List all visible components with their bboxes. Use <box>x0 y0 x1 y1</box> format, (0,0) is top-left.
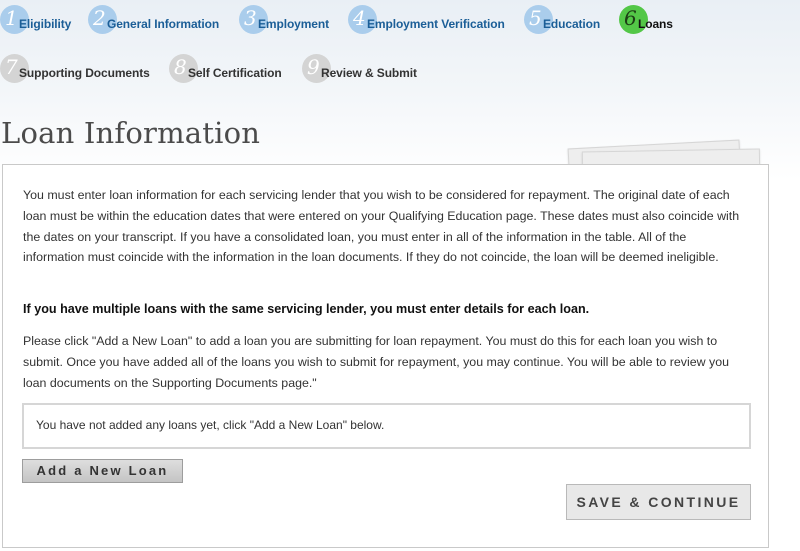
step-number-circle: 1 <box>0 5 29 34</box>
step-label: Eligibility <box>19 17 72 31</box>
empty-loans-message: You have not added any loans yet, click "Add a New Loan" below. <box>36 418 385 432</box>
step-number-circle: 3 <box>239 5 268 34</box>
page-title: Loan Information <box>1 116 261 150</box>
step-number-circle: 8 <box>169 54 198 83</box>
step-label: Supporting Documents <box>19 66 150 80</box>
step-label: Loans <box>638 17 673 31</box>
add-new-loan-button[interactable]: Add a New Loan <box>22 459 183 483</box>
step-number-circle: 6 <box>619 5 648 34</box>
loan-info-panel <box>2 164 769 548</box>
step-label: Review & Submit <box>321 66 417 80</box>
step-number-circle: 2 <box>88 5 117 34</box>
step-label: Employment Verification <box>367 17 505 31</box>
step-label: General Information <box>107 17 220 31</box>
step-label: Employment <box>258 17 330 31</box>
multiple-loans-note: If you have multiple loans with the same servicing lender, you must enter details for each loan. <box>23 302 590 316</box>
instructions-paragraph: Please click "Add a New Loan" to add a loan you are submitting for loan repayment. You must do this for each loan you wish to submit. Once you have added all of the loans you wish to submit for repayment, you may continue. You will be able to review you loan documents on the Supporting Documents page." <box>23 334 729 390</box>
step-number-circle: 5 <box>524 5 553 34</box>
step-label: Education <box>543 17 601 31</box>
progress-steps <box>0 0 800 110</box>
step-number-circle: 4 <box>348 5 377 34</box>
save-continue-button[interactable]: SAVE & CONTINUE <box>566 484 751 520</box>
intro-paragraph: You must enter loan information for each servicing lender that you wish to be considered for repayment. The original date of each loan must be within the education dates that were entered on your Qualifying Education page. These dates must also coincide with the dates on your transcript. If you have a consolidated loan, you must enter in all of the information in the table. All of the information must coincide with the information in the loan documents. If they do not coincide, the loan will be deemed ineligible. <box>23 188 740 265</box>
step-number-circle: 7 <box>0 54 29 83</box>
loans-list <box>22 403 751 449</box>
step-number-circle: 9 <box>302 54 331 83</box>
step-label: Self Certification <box>188 66 282 80</box>
